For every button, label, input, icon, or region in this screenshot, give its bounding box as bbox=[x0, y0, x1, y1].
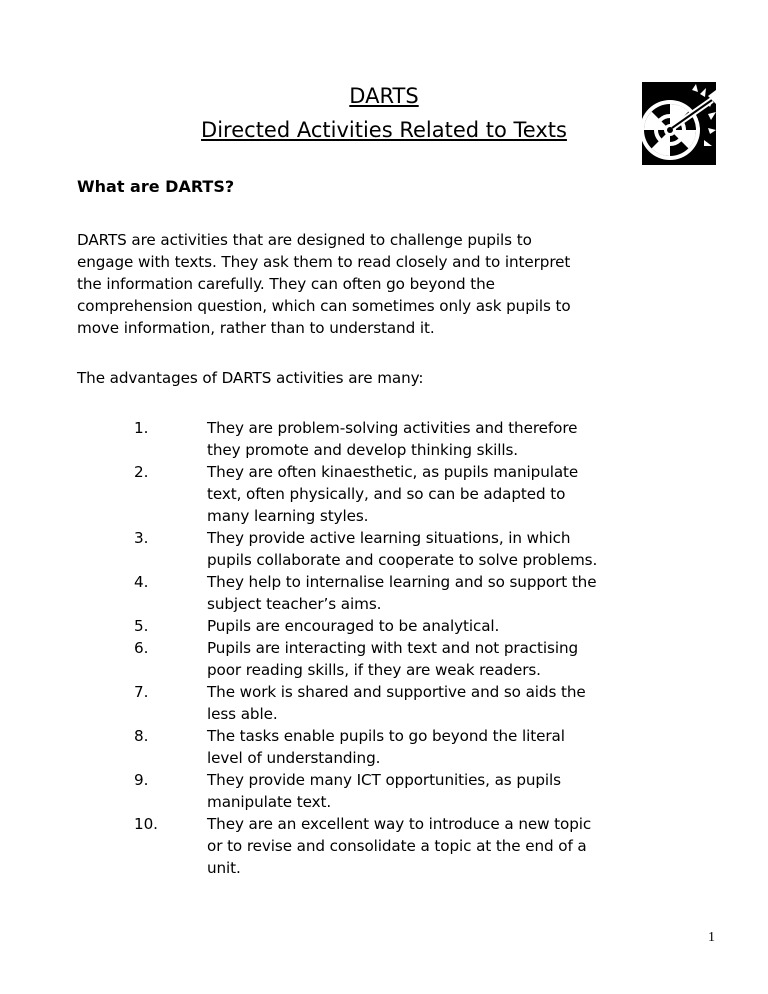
list-number: 2. bbox=[134, 463, 149, 481]
list-text bbox=[207, 637, 597, 681]
intro-paragraph bbox=[77, 229, 571, 339]
list-item bbox=[0, 813, 597, 879]
text-line: They are problem-solving activities and therefore bbox=[207, 419, 578, 437]
list-text bbox=[207, 681, 597, 725]
list-text bbox=[207, 527, 597, 571]
advantages-list bbox=[0, 417, 597, 879]
list-number: 7. bbox=[134, 683, 149, 701]
text-line: They provide many ICT opportunities, as pupils bbox=[207, 771, 561, 789]
list-text bbox=[207, 813, 597, 879]
text-line: Pupils are encouraged to be analytical. bbox=[207, 617, 500, 635]
text-line: They are often kinaesthetic, as pupils manipulate bbox=[207, 463, 579, 481]
list-text bbox=[207, 615, 597, 637]
list-item bbox=[0, 571, 597, 615]
text-line: move information, rather than to understand it. bbox=[77, 319, 435, 337]
text-line: subject teacher’s aims. bbox=[207, 595, 382, 613]
text-line: engage with texts. They ask them to read closely and to interpret bbox=[77, 253, 571, 271]
text-line: unit. bbox=[207, 859, 241, 877]
list-text bbox=[207, 417, 597, 461]
list-item bbox=[0, 461, 597, 527]
text-line: pupils collaborate and cooperate to solve problems. bbox=[207, 551, 598, 569]
text-line: the information carefully. They can often go beyond the bbox=[77, 275, 495, 293]
list-item bbox=[0, 769, 597, 813]
text-line: Pupils are interacting with text and not practising bbox=[207, 639, 579, 657]
list-number: 9. bbox=[134, 771, 149, 789]
text-line: The tasks enable pupils to go beyond the literal bbox=[207, 727, 565, 745]
advantages-intro: The advantages of DARTS activities are many: bbox=[77, 369, 424, 387]
list-number: 3. bbox=[134, 529, 149, 547]
text-line: They help to internalise learning and so support the bbox=[207, 573, 597, 591]
list-item bbox=[0, 417, 597, 461]
text-line: The work is shared and supportive and so aids the bbox=[207, 683, 586, 701]
list-item bbox=[0, 637, 597, 681]
text-line: DARTS are activities that are designed to challenge pupils to bbox=[77, 231, 532, 249]
list-text bbox=[207, 461, 597, 527]
list-item bbox=[0, 681, 597, 725]
text-line: less able. bbox=[207, 705, 278, 723]
text-line: level of understanding. bbox=[207, 749, 381, 767]
page-number: 1 bbox=[708, 930, 715, 945]
list-item bbox=[0, 527, 597, 571]
list-number: 1. bbox=[134, 419, 149, 437]
list-text bbox=[207, 725, 597, 769]
document-title: DARTS bbox=[349, 84, 419, 108]
dartboard-icon bbox=[642, 82, 716, 165]
text-line: comprehension question, which can sometimes only ask pupils to bbox=[77, 297, 571, 315]
text-line: text, often physically, and so can be adapted to bbox=[207, 485, 566, 503]
list-number: 6. bbox=[134, 639, 149, 657]
text-line: or to revise and consolidate a topic at the end of a bbox=[207, 837, 587, 855]
list-text bbox=[207, 769, 597, 813]
list-item bbox=[0, 615, 597, 637]
text-line: manipulate text. bbox=[207, 793, 332, 811]
text-line: they promote and develop thinking skills. bbox=[207, 441, 519, 459]
text-line: poor reading skills, if they are weak readers. bbox=[207, 661, 541, 679]
text-line: many learning styles. bbox=[207, 507, 369, 525]
list-item bbox=[0, 725, 597, 769]
text-line: They provide active learning situations, in which bbox=[207, 529, 571, 547]
list-number: 10. bbox=[134, 815, 158, 833]
list-number: 8. bbox=[134, 727, 149, 745]
text-line: They are an excellent way to introduce a new topic bbox=[207, 815, 592, 833]
list-number: 4. bbox=[134, 573, 149, 591]
document-subtitle: Directed Activities Related to Texts bbox=[201, 118, 567, 142]
list-text bbox=[207, 571, 597, 615]
section-heading: What are DARTS? bbox=[77, 177, 235, 196]
list-number: 5. bbox=[134, 617, 149, 635]
